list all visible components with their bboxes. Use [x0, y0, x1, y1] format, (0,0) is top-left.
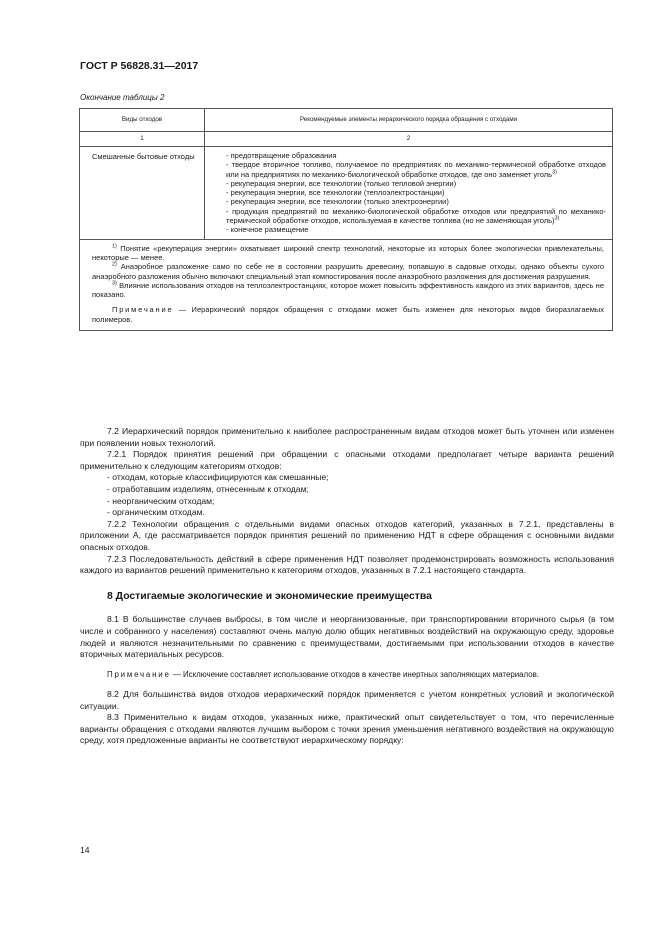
footnote-ref: 3)	[552, 169, 557, 176]
list-item: - отработавшим изделиям, отнесенным к отходам;	[107, 483, 309, 494]
section-heading: 8 Достигаемые экологические и экономические преимущества	[107, 590, 432, 602]
paragraph-7-2-3: 7.2.3 Последовательность действий в сфере применения НДТ позволяет продемонстрировать возможность использования каждого из вариантов решений применительно к категориям отходов, указанных в 7.2.1 настоящего стандарта.	[80, 553, 614, 576]
element-item: - конечное размещение	[226, 225, 309, 235]
paragraph-8-3: 8.3 Применительно к видам отходов, указанных ниже, практический опыт свидетельствует о том, что перечисленные варианты обращения с отходами являются лучшим выбором с точки зрения уменьшения негативного воздействия на окружающую среду, хотя предложенные варианты не соответствуют иерархическому порядку:	[80, 712, 614, 746]
note-label: Примечание	[112, 305, 174, 315]
table-header-row	[80, 109, 613, 132]
waste-hierarchy-table	[79, 108, 613, 331]
note-label: Примечание	[107, 669, 171, 679]
body-text	[80, 426, 614, 747]
element-item: - твердое вторичное топливо, получаемое по предприятиях по механико-термической обработке отходов или на предприятиях по механико-биологической обработке отходов, где оно заменяет уголь$^{3)}$	[226, 160, 606, 179]
column-number-2: 2	[205, 132, 613, 147]
waste-category-cell	[80, 147, 205, 240]
element-item: - продукция предприятий по механико-биологической обработке отходов или предприятий по механико-термической обработке отходов, используемая в качестве топлива (но не заменяющая уголь)$^{3)}$	[226, 206, 606, 226]
footnote-ref: 3)	[554, 215, 560, 222]
elements-cell	[205, 147, 613, 240]
waste-category: Смешанные бытовые отходы	[92, 152, 195, 161]
column-header-waste-types: Виды отходов	[80, 109, 205, 132]
list-item: - неорганическим отходам;	[107, 495, 215, 506]
paragraph-7-2-1: 7.2.1 Порядок принятия решений при обращении с опасными отходами предполагает четыре варианта решений применительно к следующим категориям отходов:	[80, 449, 614, 471]
element-item: - рекуперация энергии, все технологии (только тепловой энергии)	[226, 178, 457, 188]
list-item: - органическим отходам.	[107, 507, 205, 518]
column-header-recommended-elements: Рекомендуемые элементы иерархического порядка обращения с отходами	[205, 109, 613, 132]
paragraph-7-2-2: 7.2.2 Технологии обращения с отдельными видами опасных отходов категорий, указанных в 7.2.1, представлены в приложении А, где рассматривается порядок принятия решений по применению НДТ в сфере обращения с основными видами опасных отходов.	[80, 518, 614, 552]
footnote-2: $^{2)}$ Анаэробное разложение само по себе не в состоянии разрушить древесину, попавшую в садовые отходы, однако объекты сухого анаэробного разложения обычно включают специальный этап компостирования после анаэробного разложения для достижения разрушения.	[92, 261, 604, 281]
column-number-1: 1	[80, 132, 205, 147]
element-item: - рекуперация энергии, все технологии (теплоэлектростанции)	[226, 188, 445, 198]
paragraph-8-1: 8.1 В большинстве случаев выбросы, в том числе и неорганизованные, при транспортировании вторичного сырья (в том числе и собранного у населения) составляют очень малую долю общих негативных воздействий на окружающую среду, здоровье людей и являются незначительными по сравнению с преимуществами, достигаемыми при использовании отходов в качестве вторичных материальных ресурсов.	[80, 614, 614, 660]
document-title: ГОСТ Р 56828.31—2017	[80, 60, 199, 72]
element-item: - предотвращение образования	[226, 151, 337, 160]
paragraph-7-2: 7.2 Иерархический порядок применительно к наиболее распространенным видам отходов может быть уточнен или изменен при появлении новых технологий.	[80, 426, 614, 448]
table-row	[80, 147, 613, 240]
element-item: - рекуперация энергии, все технологии (только электроэнергии)	[226, 197, 449, 207]
footnote-3: $^{3)}$ Влияние использования отходов на теплоэлектростанциях, которое может повысить эффективность каждого из этих вариантов, здесь не показано.	[92, 280, 604, 300]
column-number-row	[80, 132, 613, 147]
list-item: - отходам, которые классифицируются как смешанные;	[107, 472, 329, 483]
table-footnotes-cell	[80, 239, 613, 330]
footnote-1: $^{1)}$ Понятие «рекуперация энергии» охватывает широкий спектр технологий, некоторые из которых более экологически привлекательны, некоторые — менее.	[92, 243, 604, 262]
table-note: Примечание — Иерархический порядок обращения с отходами может быть изменен для некоторых видов биоразлагаемых полимеров.	[92, 305, 604, 324]
page-number: 14	[80, 845, 90, 855]
paragraph-8-2: 8.2 Для большинства видов отходов иерархический порядок применяется с учетом конкретных условий и экологической ситуации.	[80, 688, 614, 711]
table-footnotes-row	[80, 239, 613, 330]
note-8-1: Примечание — Исключение составляет использование отходов в качестве инертных заполняющих материалов.	[107, 669, 539, 679]
table-caption: Окончание таблицы 2	[80, 93, 165, 102]
